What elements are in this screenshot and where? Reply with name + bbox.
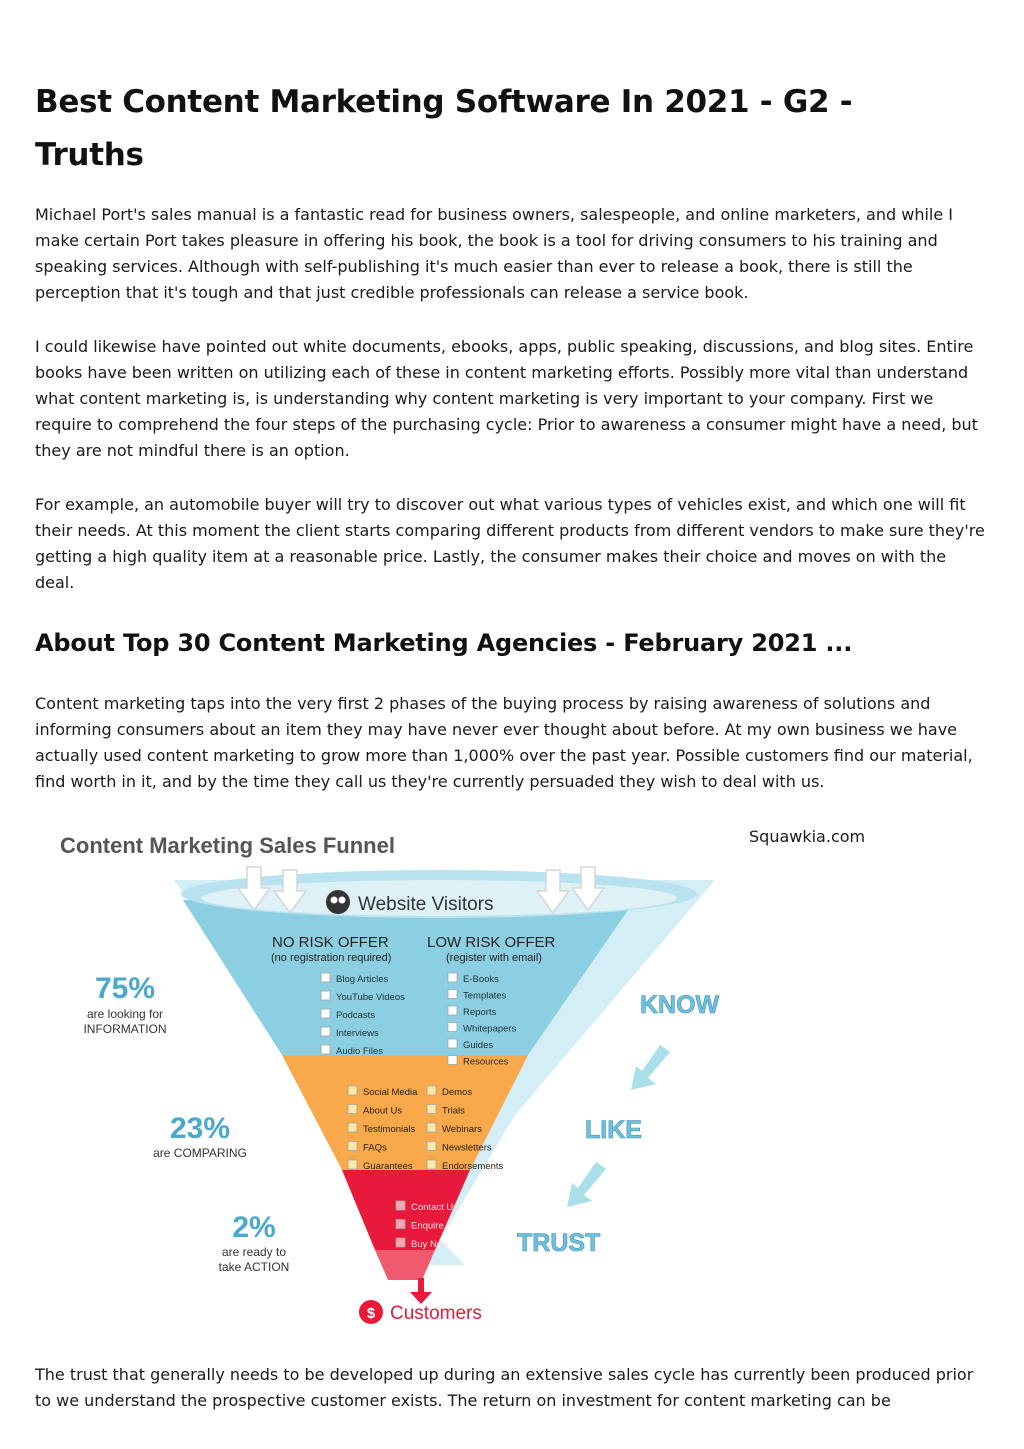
checkbox-icon [321, 1027, 330, 1036]
customers-label: Customers [390, 1303, 482, 1324]
funnel-list-item: Interviews [336, 1028, 379, 1039]
funnel-list-item: Audio Files [336, 1046, 383, 1057]
no-risk-subtitle: (no registration required) [271, 952, 392, 964]
stat-23-percent: 23% [169, 1112, 231, 1145]
checkbox-icon [396, 1220, 405, 1229]
funnel-list-item: E-Books [463, 974, 499, 985]
funnel-list-item: Trials [442, 1105, 465, 1117]
paragraph-2: I could likewise have pointed out white documents, ebooks, apps, public speaking, discussions, and blog sites. Entire books have been written on utilizing each of these in content marketing efforts. Possibly more vital than understand what content marketing is, is understanding why content marketing is very important to your company. First we require to comprehend the four steps of the purchasing cycle: Prior to awareness a consumer might have a need, but they are not mindful there is an option. [35, 337, 978, 460]
checkbox-icon [448, 1056, 457, 1065]
stat-23-line1: are COMPARING [153, 1146, 247, 1160]
funnel-list-item: Newsletters [442, 1142, 492, 1154]
funnel-list-item: About Us [363, 1105, 403, 1117]
checkbox-icon [396, 1201, 405, 1210]
checkbox-icon [427, 1105, 436, 1114]
diagonal-arrow-icon [631, 1045, 670, 1090]
checkbox-icon [321, 973, 330, 982]
checkbox-icon [448, 1023, 457, 1032]
customers-arrow-icon [410, 1278, 432, 1304]
funnel-list-item: Webinars [442, 1124, 482, 1135]
section-heading: About Top 30 Content Marketing Agencies - February 2021 ... [35, 629, 853, 657]
closing-paragraph: The trust that generally needs to be developed up during an extensive sales cycle has currently been produced prior to we understand the prospective customer exists. The return on investment for content marketing can be [35, 1365, 974, 1410]
checkbox-icon [348, 1086, 357, 1095]
checkbox-icon [448, 1006, 457, 1015]
funnel-list-item: Social Media [363, 1087, 418, 1098]
checkbox-icon [427, 1142, 436, 1151]
stat-75-line1: are looking for [86, 1007, 164, 1021]
funnel-list-item: Buy Now [411, 1239, 450, 1250]
visitors-icon-head [339, 897, 346, 904]
funnel-list-item: Templates [463, 990, 507, 1002]
diagonal-arrow-icon [567, 1162, 606, 1207]
stat-2-percent: 2% [232, 1211, 276, 1244]
checkbox-icon [427, 1160, 436, 1169]
stat-75-line2: INFORMATION [83, 1022, 167, 1036]
dollar-symbol: $ [366, 1305, 376, 1322]
paragraph-3: For example, an automobile buyer will try to discover out what various types of vehicles exist, and which one will fit their needs. At this moment the client starts comparing different products from different vendors to make sure they're getting a high quality item at a reasonable price. Lastly, the consumer makes their choice and moves on with the deal. [35, 495, 985, 592]
funnel-list-item: Whitepapers [463, 1023, 517, 1035]
funnel-list-item: FAQs [363, 1142, 387, 1154]
checkbox-icon [448, 1039, 457, 1048]
low-risk-subtitle: (register with email) [446, 952, 542, 964]
funnel-list-item: Endorsements [442, 1161, 504, 1172]
funnel-list-item: Podcasts [336, 1010, 376, 1021]
paragraph-1: Michael Port's sales manual is a fantastic read for business owners, salespeople, and online marketers, and while I make certain Port takes pleasure in offering his book, the book is a tool for driving consumers to his training and speaking services. Although with self-publishing it's much easier than ever to release a book, there is still the perception that it's tough and that just credible professionals can release a service book. [35, 205, 953, 302]
funnel-list-item: Demos [442, 1087, 473, 1098]
visitors-icon-head [331, 897, 338, 904]
no-risk-title: NO RISK OFFER [272, 934, 389, 951]
checkbox-icon [321, 1009, 330, 1018]
checkbox-icon [448, 973, 457, 982]
checkbox-icon [348, 1142, 357, 1151]
checkbox-icon [348, 1105, 357, 1114]
funnel-title: Content Marketing Sales Funnel [60, 833, 395, 858]
low-risk-title: LOW RISK OFFER [427, 934, 556, 951]
bottom-list [396, 1201, 458, 1250]
sales-funnel-infographic [40, 820, 740, 1335]
checkbox-icon [427, 1086, 436, 1095]
website-visitors-label: Website Visitors [358, 894, 494, 915]
stage-know: KNOW [640, 991, 720, 1019]
visitors-icon [326, 890, 350, 914]
funnel-list-item: Enquire [411, 1220, 444, 1232]
stat-2-line2: take ACTION [218, 1260, 290, 1274]
image-caption: Squawkia.com [749, 827, 866, 846]
checkbox-icon [321, 1045, 330, 1054]
funnel-spout [375, 1250, 435, 1280]
stat-75-percent: 75% [94, 972, 156, 1005]
checkbox-icon [321, 991, 330, 1000]
funnel-list-item: YouTube Videos [336, 992, 405, 1003]
funnel-list-item: Contact Us [411, 1202, 458, 1213]
funnel-list-item: Blog Articles [336, 974, 389, 985]
section-paragraph: Content marketing taps into the very first 2 phases of the buying process by raising awareness of solutions and informing consumers about an item they may have never ever thought about before. At my own business we have actually used content marketing to grow more than 1,000% over the past year. Possible customers find our material, find worth in it, and by the time they call us they're currently persuaded they wish to deal with us. [35, 694, 973, 791]
funnel-list-item: Reports [463, 1007, 497, 1018]
stage-trust: TRUST [517, 1229, 601, 1257]
checkbox-icon [448, 990, 457, 999]
checkbox-icon [427, 1123, 436, 1132]
checkbox-icon [348, 1123, 357, 1132]
funnel-list-item: Guarantees [363, 1161, 413, 1172]
funnel-list-item: Testimonials [363, 1124, 416, 1135]
funnel-list-item: Resources [463, 1056, 509, 1068]
stage-like: LIKE [585, 1116, 642, 1144]
funnel-list-item: Guides [463, 1040, 494, 1051]
stat-2-line1: are ready to [221, 1245, 287, 1259]
checkbox-icon [348, 1160, 357, 1169]
page-title: Best Content Marketing Software In 2021 - G2 - Truths [35, 84, 853, 173]
checkbox-icon [396, 1238, 405, 1247]
